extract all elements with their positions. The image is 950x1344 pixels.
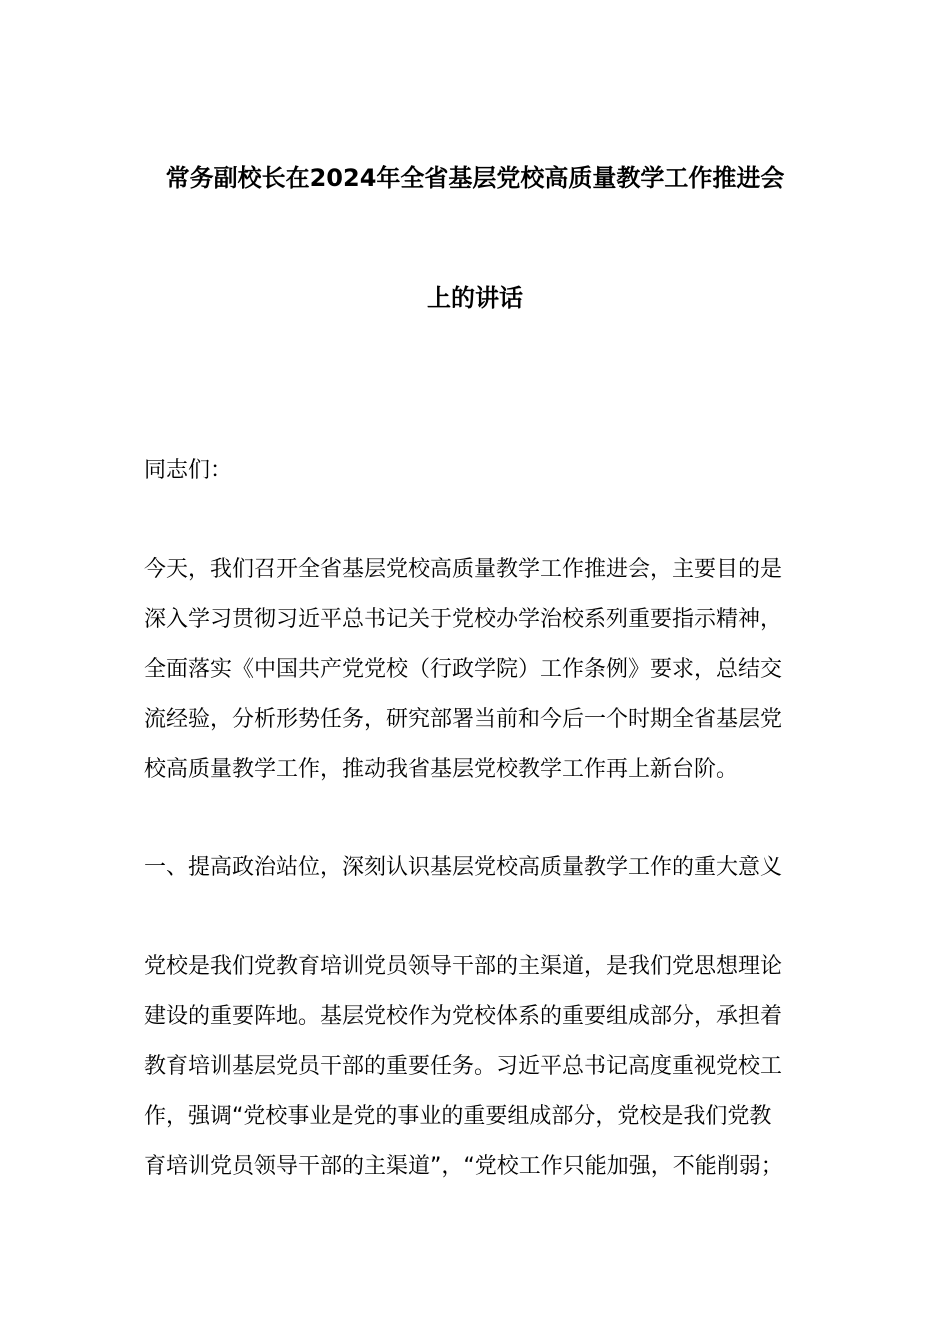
section-heading-text: 一、提高政治站位，深刻认识基层党校高质量教学工作的重大意义 (144, 855, 783, 880)
paragraph-line: 今天，我们召开全省基层党校高质量教学工作推进会，主要目的是 (144, 557, 783, 582)
paragraph-line: 教育培训基层党员干部的重要任务。习近平总书记高度重视党校工 (144, 1054, 783, 1079)
paragraph-line: 作，强调“党校事业是党的事业的重要组成部分，党校是我们党教 (144, 1104, 772, 1129)
paragraph-line: 流经验，分析形势任务，研究部署当前和今后一个时期全省基层党 (144, 707, 783, 732)
paragraph-line: 党校是我们党教育培训党员领导干部的主渠道，是我们党思想理论 (144, 954, 783, 979)
greeting (144, 446, 824, 496)
paragraph-2 (144, 942, 824, 1192)
paragraph-line: 深入学习贯彻习近平总书记关于党校办学治校系列重要指示精神， (144, 607, 783, 632)
document-title-line-1: 常务副校长在2024年全省基层党校高质量教学工作推进会 (165, 164, 785, 192)
paragraph-line: 全面落实《中国共产党党校（行政学院）工作条例》要求，总结交 (144, 657, 783, 682)
paragraph-line: 育培训党员领导干部的主渠道”，“党校工作只能加强，不能削弱； (144, 1154, 783, 1179)
document-title-line-2: 上的讲话 (427, 284, 523, 312)
paragraph-line: 校高质量教学工作，推动我省基层党校教学工作再上新台阶。 (144, 757, 739, 782)
paragraph-1 (144, 545, 824, 795)
greeting-text: 同志们： (144, 458, 233, 483)
paragraph-line: 建设的重要阵地。基层党校作为党校体系的重要组成部分，承担着 (144, 1004, 783, 1029)
section-1-heading (144, 843, 824, 893)
